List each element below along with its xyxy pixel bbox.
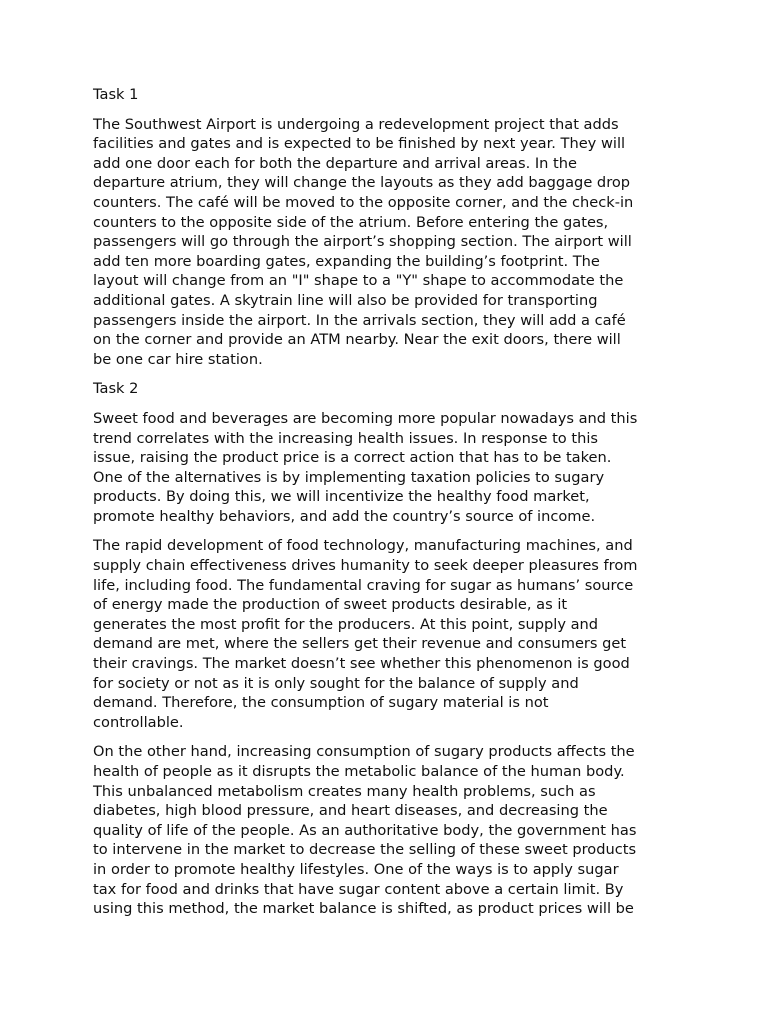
- document-page: [93, 85, 683, 929]
- task2-paragraph-3: On the other hand, increasing consumption of sugary products affects the health of people as it disrupts the metabolic balance of the human body. This unbalanced metabolism creates many health problems, such as diabetes, high blood pressure, and heart diseases, and decreasing the quality of life of the people. As an authoritative body, the government has to intervene in the market to decrease the selling of these sweet products in order to promote healthy lifestyles. One of the ways is to apply sugar tax for food and drinks that have sugar content above a certain limit. By using this method, the market balance is shifted, as product prices will be: [93, 743, 637, 918]
- task2-paragraph-2: The rapid development of food technology, manufacturing machines, and supply chain effectiveness drives humanity to seek deeper pleasures from life, including food. The fundamental craving for sugar as humans’ source of energy made the production of sweet products desirable, as it generates the most profit for the producers. At this point, supply and demand are met, where the sellers get their revenue and consumers get their cravings. The market doesn’t see whether this phenomenon is good for society or not as it is only sought for the balance of supply and demand. Therefore, the consumption of sugary material is not controllable.: [93, 537, 638, 731]
- task1-paragraph: The Southwest Airport is undergoing a redevelopment project that adds facilities and gates and is expected to be finished by next year. They will add one door each for both the departure and arrival areas. In the departure atrium, they will change the layouts as they add baggage drop counters. The café will be moved to the opposite corner, and the check-in counters to the opposite side of the atrium. Before entering the gates, passengers will go through the airport’s shopping section. The airport will add ten more boarding gates, expanding the building’s footprint. The layout will change from an "I" shape to a "Y" shape to accommodate the additional gates. A skytrain line will also be provided for transporting passengers inside the airport. In the arrivals section, they will add a café on the corner and provide an ATM nearby. Near the exit doors, there will be one car hire station.: [93, 115, 634, 368]
- task2-paragraph-1: Sweet food and beverages are becoming more popular nowadays and this trend correlates with the increasing health issues. In response to this issue, raising the product price is a correct action that has to be taken. One of the alternatives is by implementing taxation policies to sugary products. By doing this, we will incentivize the healthy food market, promote healthy behaviors, and add the country’s source of income.: [93, 409, 638, 525]
- task2-heading: Task 2: [93, 380, 139, 398]
- task1-heading: Task 1: [93, 86, 139, 103]
